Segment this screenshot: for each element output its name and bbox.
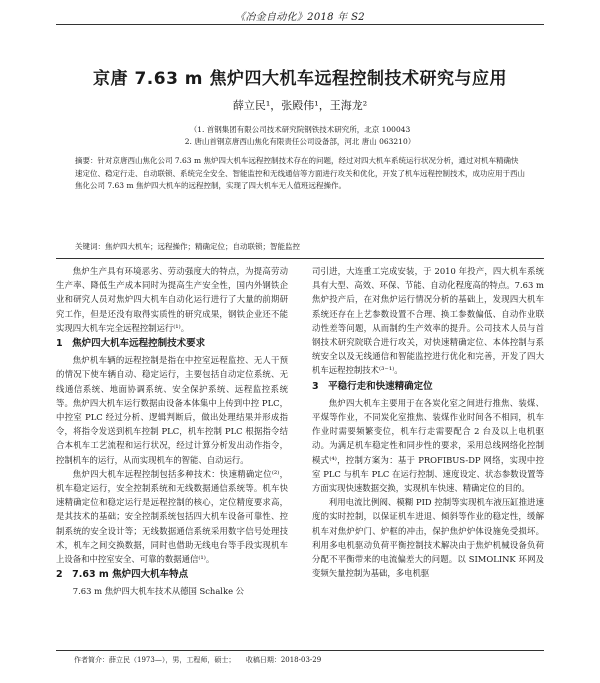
author-footnote: 作者简介：薛立民（1973—），男，工程师，硕士； 收稿日期：2018-03-29 bbox=[74, 656, 322, 664]
left-column bbox=[56, 264, 288, 599]
running-head: 《冶金自动化》2018 年 S2 bbox=[235, 12, 365, 23]
section-3-paragraph-2: 利用电流比例阀、模糊 PID 控制等实现机车液压缸推进速度的实时控制，以保证机车进退、倾斜等作业的稳定性，缓解机车对焦炉炉门、炉框的冲击，保护焦炉炉体设施免受损坏。利用多电机驱动负荷平衡控制技术解决由于焦炉机械设备负荷分配不平衡带来的电流偏差大的问题。以 SIMOLINK 环网及变频矢量控制为基础，多电机驱 bbox=[312, 497, 544, 579]
keywords: 关键词：焦炉四大机车；远程操作；精确定位；自动联锁；智能监控 bbox=[75, 242, 300, 251]
abstract-rule bbox=[56, 258, 544, 259]
section-2-heading: 2 7.63 m 焦炉四大机车特点 bbox=[56, 569, 189, 581]
section-1-heading: 1 焦炉四大机车远程控制技术要求 bbox=[56, 338, 206, 350]
section-3-paragraph-1: 焦炉四大机车主要用于在各炭化室之间进行推焦、装煤、平煤等作业，不同炭化室推焦、装煤作业时间各不相同，机车作业时需要频繁变位，机车行走需要配合 2 台及以上电机驱动。为满足机车稳定性和同步性的要求，采用总线网络化控制模式⁽⁴⁾，控制方案为：基于 PROFIBUS-DP 网络，实现中控室 PLC 与机车 PLC 在运行控制、速度设定、状态参数设置等方面实现快速数据交换，实现机车快速、精确定位的目的。 bbox=[312, 397, 544, 494]
paper-title: 京唐 7.63 m 焦炉四大机车远程控制技术研究与应用 bbox=[93, 69, 507, 89]
author-list: 薛立民¹，张殿伟¹，王海龙² bbox=[232, 99, 368, 112]
footnote-rule bbox=[56, 650, 544, 651]
section-1-paragraph-2: 焦炉四大机车远程控制包括多种技术：快速精确定位⁽²⁾，机车稳定运行，安全控制系统和无线数据通信系统等。机车快速精确定位和稳定运行是远程控制的核心，定位精度要求高，是其技术的基础；安全控制系统包括四大机车设备可靠性、控制系统的安全设计等；无线数据通信系统采用数字信号处理技术，机车之间交换数据，同时也借助无线电台等手段实现机车上设备和中控室安全、可靠的数据通信⁽¹⁾。 bbox=[56, 468, 288, 565]
section-2-paragraph-1: 7.63 m 焦炉四大机车技术从德国 Schalke 公 bbox=[72, 586, 245, 597]
affiliation-2: 2. 唐山首钢京唐西山焦化有限责任公司设备部，河北 唐山 063210） bbox=[184, 137, 416, 146]
header-rule bbox=[56, 24, 544, 25]
intro-paragraph: 焦炉生产具有环境恶劣、劳动强度大的特点，为提高劳动生产率、降低生产成本同时为提高生产安全性，国内外钢铁企业和研究人员对焦炉四大机车自动化运行进行了大量的前期研究工作，但是还没有取得实质性的研究成果，钢铁企业还不能实现四大机车完全远程控制运行⁽¹⁾。 bbox=[56, 266, 288, 333]
section-3-heading: 3 平稳行走和快速精确定位 bbox=[312, 380, 433, 392]
abstract: 摘要：针对京唐西山焦化公司 7.63 m 焦炉四大机车远程控制技术存在的问题，经过对四大机车系统运行状况分析，通过对机车精确快速定位、稳定行走、自动联锁、系统完全安全、智能监控和无线通信等方面进行攻关和优化，开发了机车远程控制技术，成功应用于西山焦化公司 7.63 m 焦炉四大机车的远程控制，实现了四大机车无人值班远程操作。 bbox=[75, 156, 525, 190]
section-2-continuation: 司引进，大连重工完成安装，于 2010 年投产，四大机车系统具有大型、高效、环保、节能、自动化程度高的特点。7.63 m 焦炉投产后，在对焦炉运行情况分析的基础上，发现四大机车系统还存在上艺参数设置不合理、换工参数偏低、自动作业联动性差等问题，从而制约生产效率的提升。公司技术人员与首钢技术研究院联合进行攻关，对快速精确定位、本体控制与系统安全以及无线通信和智能监控进行优化和完善，开发了四大机车远程控制技术⁽³⁻¹⁾。 bbox=[312, 266, 544, 376]
section-1-paragraph-1: 焦炉机车辆的远程控制是指在中控室远程监控、无人干预的情况下使车辆自动、稳定运行，主要包括自动定位系统、无线通信系统、地面协调系统、安全保护系统、远程监控系统等。焦炉四大机车运行数据由设备本体集中上传到中控 PLC，中控室 PLC 经过分析、逻辑判断后，做出处理结果并形成指令，将指令发送到机车控制 PLC，机车控制 PLC 根据指令结合本机车工艺流程和运行状况，经过计算分析发出动作指令，控制机车的运行，从而实现机车的智能、自动运行。 bbox=[56, 355, 288, 465]
right-column bbox=[312, 264, 544, 580]
affiliation-1: （1. 首钢集团有限公司技术研究院钢铁技术研究所，北京 100043 bbox=[189, 125, 411, 134]
